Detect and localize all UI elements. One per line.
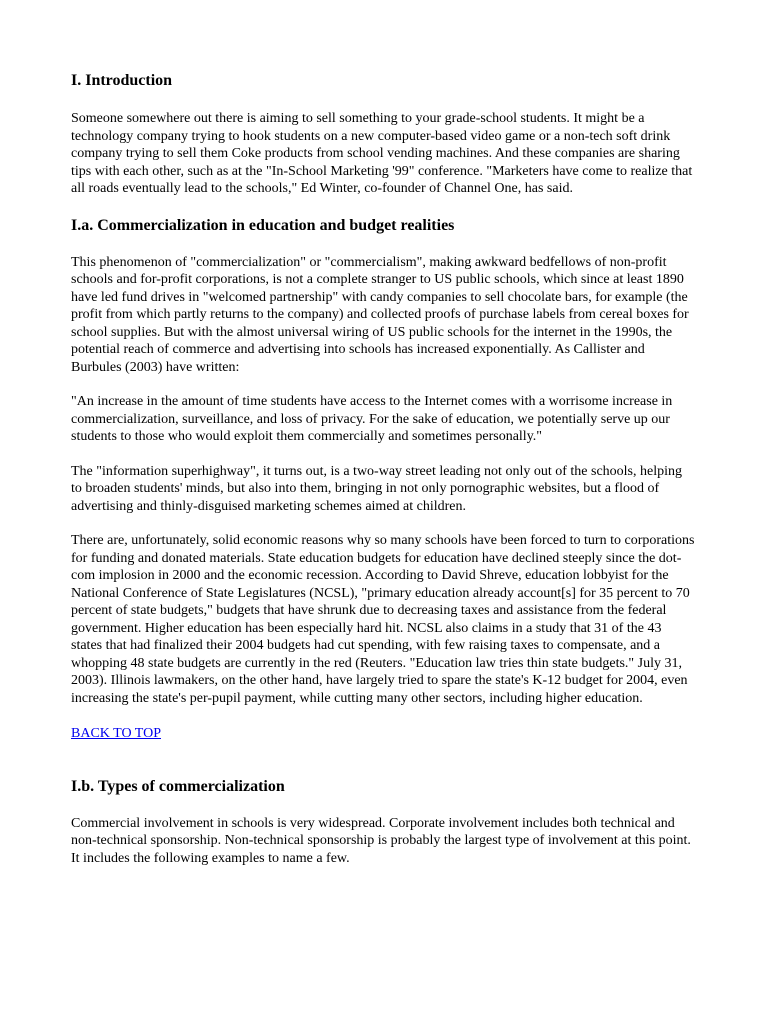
- heading-types-of-commercialization: I.b. Types of commercialization: [71, 777, 285, 795]
- commercialization-paragraph-1: This phenomenon of "commercialization" or "commercialism", making awkward bedfellows of non-profit schools and for-profit corporations, is not a complete stranger to US public schools, which since at least 1890 have led fund drives in "welcomed partnership" with candy companies to sell chocolate bars, for example (the profit from which partly returns to the company) and collected proofs of purchase labels from cereal boxes for school supplies. But with the almost universal wiring of US public schools for the internet in the 1990s, the potential reach of commerce and advertising into schools has increased exponentially. As Callister and Burbules (2003) have written:: [71, 254, 689, 375]
- heading-commercialization-budget: I.a. Commercialization in education and budget realities: [71, 216, 455, 234]
- back-to-top-wrapper: [71, 725, 696, 743]
- types-paragraph: Commercial involvement in schools is very widespread. Corporate involvement includes both technical and non-technical sponsorship. Non-technical sponsorship is probably the largest type of involvement at this point. It includes the following examples to name a few.: [71, 815, 691, 866]
- commercialization-paragraph-3: The "information superhighway", it turns out, is a two-way street leading not only out of the schools, helping to broaden students' minds, but also into them, bringing in not only pornographic websites, but a flood of advertising and thinly-disguised marketing schemes aimed at children.: [71, 463, 682, 514]
- back-to-top-link[interactable]: BACK TO TOP: [71, 726, 161, 741]
- heading-introduction: I. Introduction: [71, 72, 173, 89]
- intro-paragraph: Someone somewhere out there is aiming to sell something to your grade-school students. It might be a technology company trying to hook students on a new computer-based video game or a non-tech soft drink company trying to sell them Coke products from school vending machines. And these companies are sharing tips with each other, such as at the "In-School Marketing '99" conference. "Marketers have come to realize that all roads eventually lead to the schools," Ed Winter, co-founder of Channel One, has said.: [71, 111, 693, 196]
- commercialization-quote: "An increase in the amount of time students have access to the Internet comes with a worrisome increase in commercialization, surveillance, and loss of privacy. For the sake of education, we potentially serve up our students to those who would exploit them commercially and sometimes personally.": [71, 394, 673, 444]
- commercialization-paragraph-4: There are, unfortunately, solid economic reasons why so many schools have been forced to turn to corporations for funding and donated materials. State education budgets for education have declined steeply since the dot-com implosion in 2000 and the economic recession. According to David Shreve, education lobbyist for the National Conference of State Legislatures (NCSL), "primary education already account[s] for 35 percent to 70 percent of state budgets," budgets that have shrunk due to decreasing taxes and assistance from the federal government. Higher education has been especially hard hit. NCSL also claims in a study that 31 of the 43 states that had finalized their 2004 budgets had cut spending, with few raising taxes to compensate, and a whopping 48 state budgets are currently in the red (Reuters. "Education law tries thin state budgets." July 31, 2003). Illinois lawmakers, on the other hand, have largely tried to spare the state's K-12 budget for 2004, even increasing the state's per-pupil payment, while cutting many other sectors, including higher education.: [71, 533, 695, 706]
